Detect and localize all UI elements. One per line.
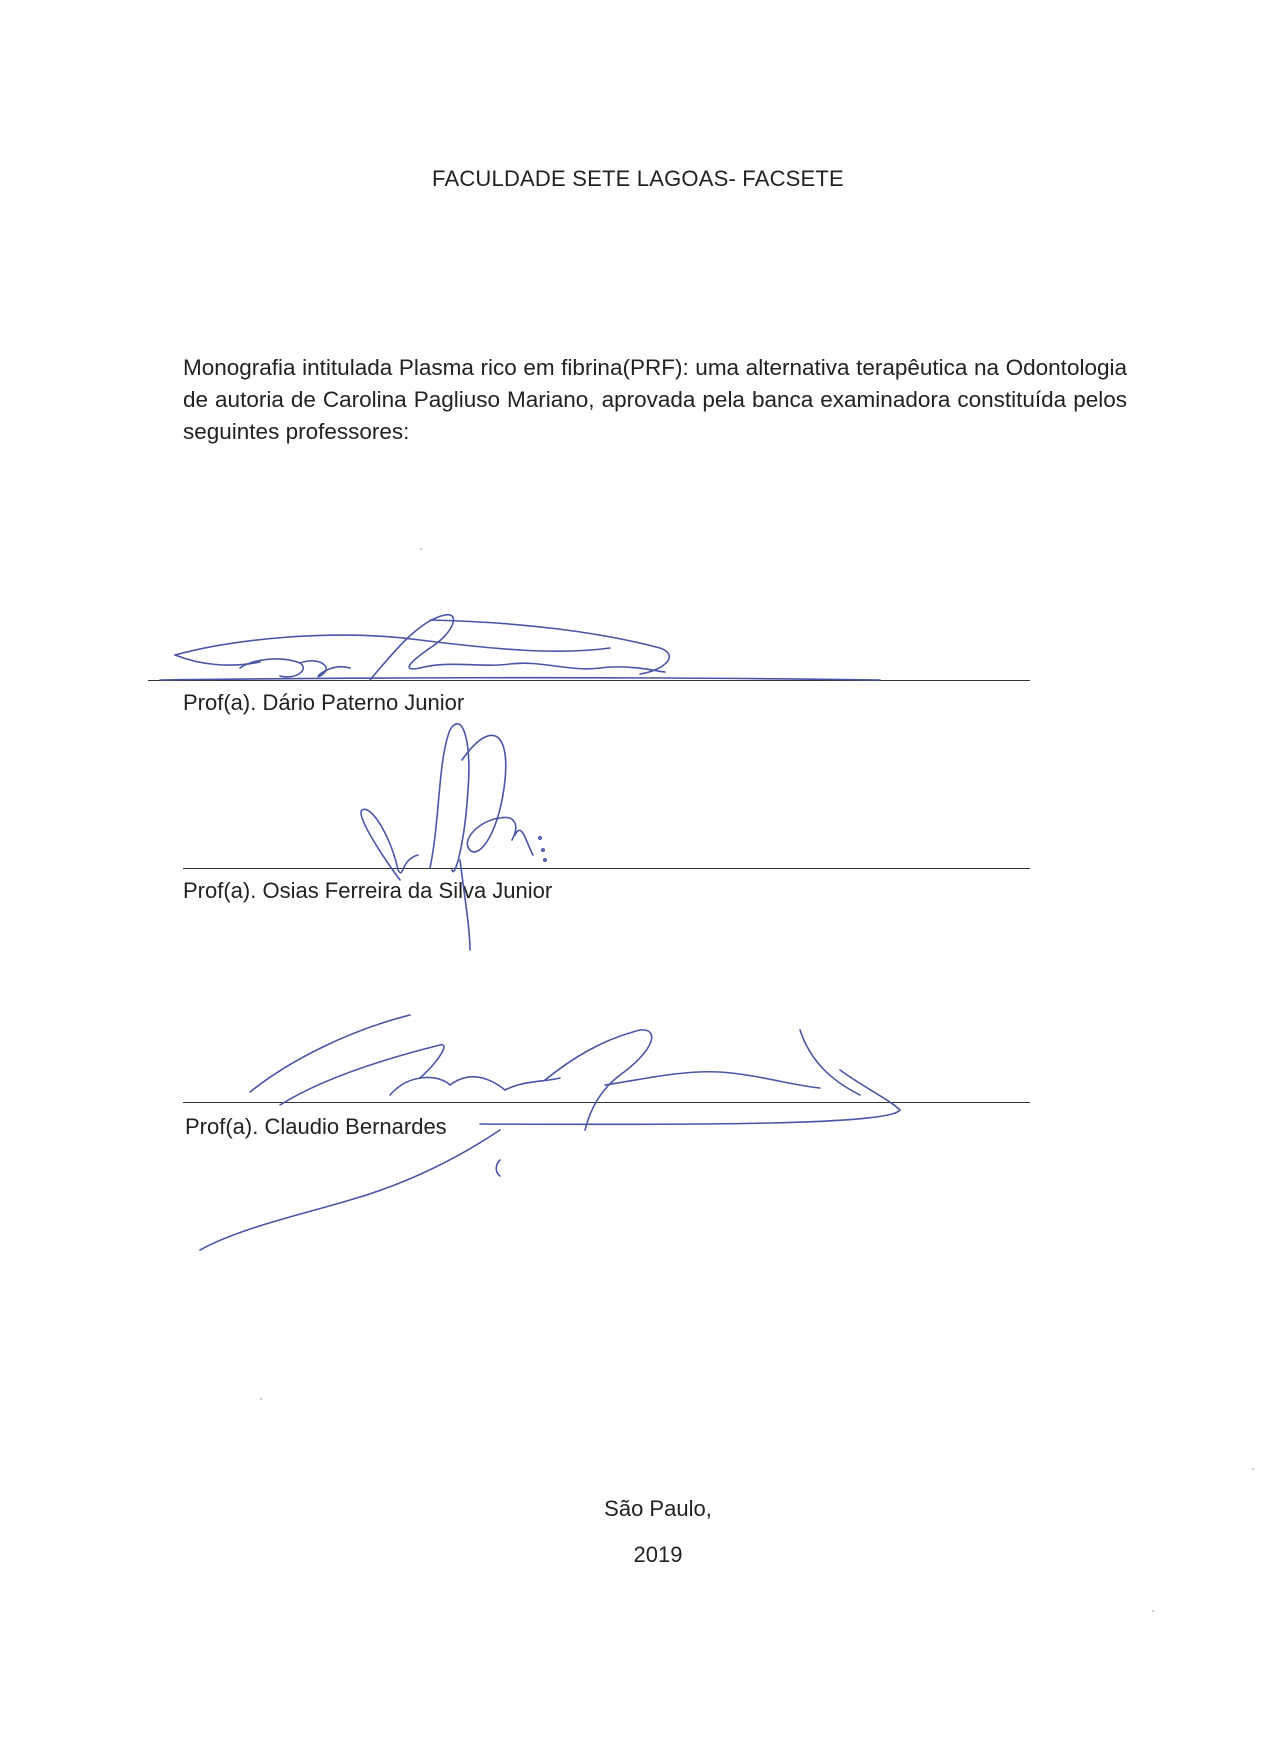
- year: 2019: [633, 1542, 683, 1567]
- committee-member-1: Prof(a). Dário Paterno Junior: [183, 690, 465, 715]
- signature-line-1: [148, 680, 1030, 681]
- committee-member-2: Prof(a). Osias Ferreira da Silva Junior: [183, 878, 553, 903]
- scan-speck: [1252, 1468, 1254, 1470]
- scan-speck: [260, 1398, 262, 1400]
- signature-dario-paterno: [160, 615, 880, 680]
- scan-speck: [1152, 1610, 1154, 1612]
- signature-line-3: [183, 1102, 1030, 1103]
- approval-statement: Monografia intitulada Plasma rico em fibrina(PRF): uma alternativa terapêutica na Odontologia de autoria de Carolina Pagliuso Mariano, aprovada pela banca examinadora constituída pelos seguintes professores:: [183, 355, 1127, 444]
- committee-member-3: Prof(a). Claudio Bernardes: [185, 1114, 447, 1139]
- scan-speck: [420, 548, 422, 550]
- institution-name: FACULDADE SETE LAGOAS- FACSETE: [432, 166, 844, 191]
- signature-osias-ferreira: [361, 724, 546, 950]
- signature-line-2: [183, 868, 1030, 869]
- city: São Paulo,: [604, 1496, 712, 1521]
